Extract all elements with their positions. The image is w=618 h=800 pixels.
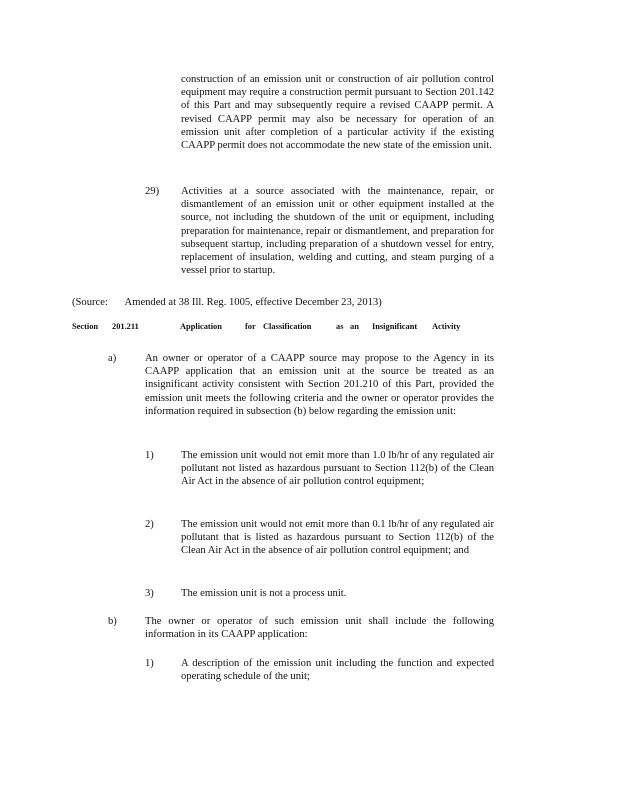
- title-word-2: for: [245, 322, 256, 331]
- subsection-a-item-2-number: 2): [145, 519, 154, 530]
- source-text: Amended at 38 Ill. Reg. 1005, effective December 23, 2013): [124, 297, 382, 308]
- subsection-a-item-1-number: 1): [145, 450, 154, 461]
- subsection-a-item-1-text: The emission unit would not emit more than 1.0 lb/hr of any regulated air pollutant not listed as hazardous pursuant to Section 112(b) of the Clean Air Act in the absence of air pollution control equipment;: [181, 450, 494, 488]
- title-word-5: an: [350, 322, 359, 331]
- subsection-b-marker: b): [108, 616, 117, 627]
- section-number: 201.211: [112, 322, 139, 331]
- subsection-a-item-3-text: The emission unit is not a process unit.: [181, 588, 347, 599]
- source-label: (Source:: [72, 297, 108, 308]
- subsection-a-item-3-number: 3): [145, 588, 154, 599]
- subsection-a-marker: a): [108, 353, 117, 364]
- subsection-b-item-1-text: A description of the emission unit including the function and expected operating schedule of the unit;: [181, 658, 494, 683]
- item-29-number: 29): [145, 186, 160, 197]
- subsection-a-item-2-text: The emission unit would not emit more than 0.1 lb/hr of any regulated air pollutant that is listed as hazardous pursuant to Section 112(b) of the Clean Air Act in the absence of air pollution control equipment; and: [181, 519, 494, 557]
- continuation-paragraph: construction of an emission unit or construction of air pollution control equipment may require a construction permit pursuant to Section 201.142 of this Part and may subsequently require a revised CAAPP permit. A revised CAAPP permit may also be necessary for operation of an emission unit after completion of a particular activity if the existing CAAPP permit does not accommodate the new state of the emission unit.: [181, 74, 494, 152]
- item-29-text: Activities at a source associated with the maintenance, repair, or dismantlement of an emission unit or other equipment installed at the source, not including the shutdown of the unit or equipment, including preparation for maintenance, repair or dismantlement, and preparation for subsequent startup, including preparation of a shutdown vessel for entry, replacement of insulation, welding and cutting, and steam purging of a vessel prior to startup.: [181, 186, 494, 277]
- section-word: Section: [72, 322, 99, 331]
- source-note: [72, 296, 382, 309]
- title-word-4: as: [336, 322, 344, 331]
- subsection-b-item-1-number: 1): [145, 658, 154, 669]
- subsection-b-text: The owner or operator of such emission unit shall include the following information in its CAAPP application:: [145, 616, 494, 641]
- title-word-6: Insignificant: [372, 322, 418, 331]
- title-word-7: Activity: [432, 322, 461, 331]
- title-word-1: Application: [180, 322, 222, 331]
- subsection-a-text: An owner or operator of a CAAPP source may propose to the Agency in its CAAPP application that an emission unit at the source be treated as an insignificant activity consistent with Section 201.210 of this Part, provided the emission unit meets the following criteria and the owner or operator provides the information required in subsection (b) below regarding the emission unit:: [145, 353, 494, 417]
- title-word-3: Classification: [263, 322, 312, 331]
